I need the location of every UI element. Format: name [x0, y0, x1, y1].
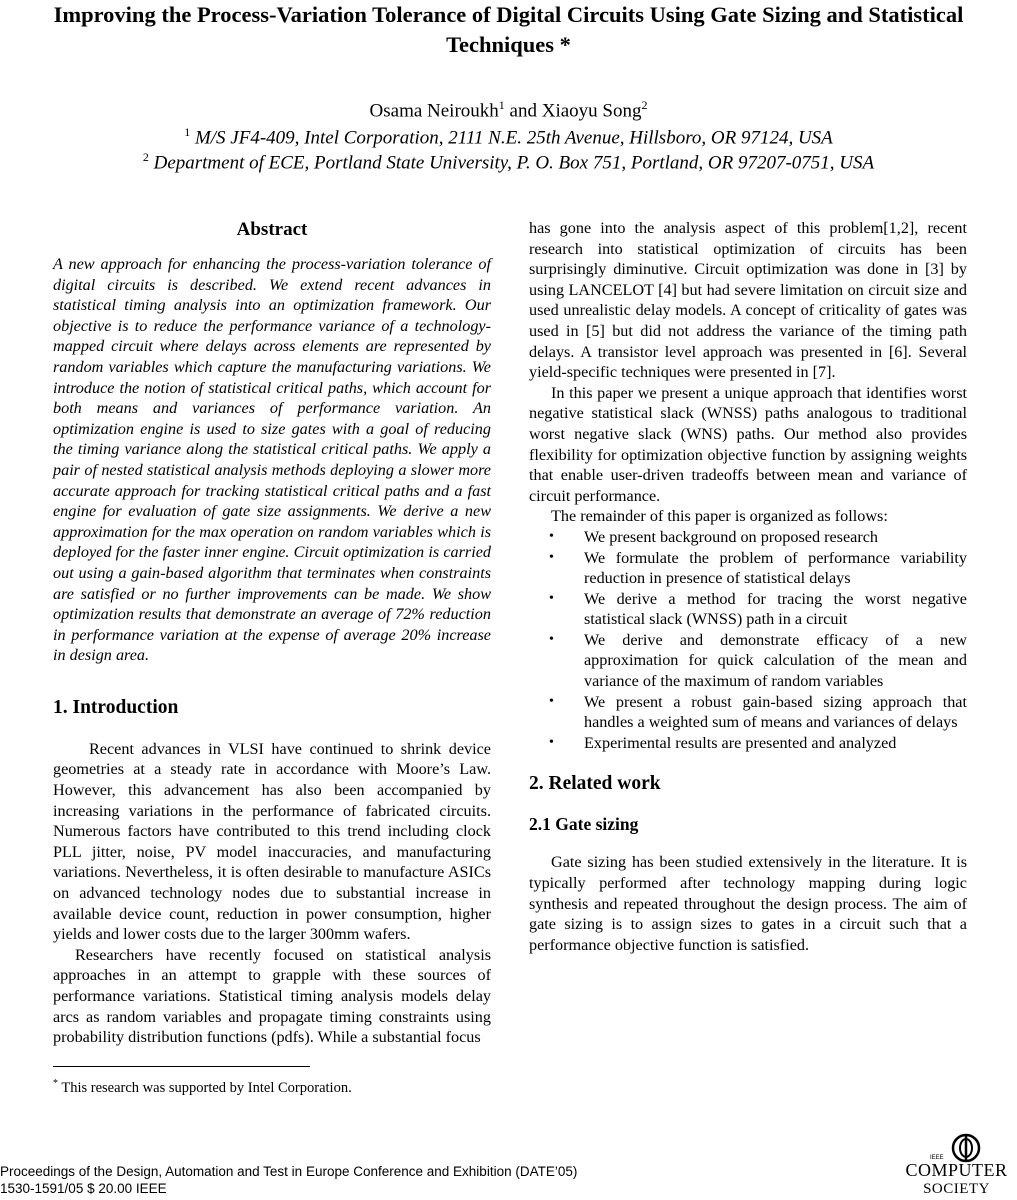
ieee-logo-icon [904, 1133, 1009, 1163]
intro-paragraph-2: Researchers have recently focused on statistical analysis approaches in an attempt to grapple with these sources of performance variations. Statistical timing analysis models delay arcs as random variables and propagate timing constraints using probability distribution functions (pdfs). While a substantial focus [53, 945, 491, 1047]
affiliation-2-mark: 2 [142, 150, 149, 164]
footnote-mark: * [53, 1078, 58, 1089]
bullet-icon: • [549, 693, 554, 709]
logo-society-text: SOCIETY [923, 1181, 990, 1197]
list-item: • Experimental results are presented and analyzed [549, 733, 897, 752]
logo-computer-text: COMPUTER [905, 1160, 1008, 1180]
ieee-computer-society-logo [904, 1133, 1009, 1199]
bullet-icon: • [549, 549, 554, 565]
logo-ieee-text: IEEE [930, 1155, 944, 1161]
footer-line-1: Proceedings of the Design, Automation and Test in Europe Conference and Exhibition (DATE’05) [0, 1164, 578, 1179]
author-2: and Xiaoyu Song [504, 100, 642, 122]
gate-sizing-heading: 2.1 Gate sizing [529, 814, 639, 835]
gate-sizing-paragraph: Gate sizing has been studied extensively in the literature. It is typically performed after technology mapping during logic synthesis and repeated throughout the design process. The aim of gate sizing is to assign sizes to gates in a circuit such that a performance objective function is satisfied. [529, 853, 967, 954]
intro-paragraph-4: The remainder of this paper is organized as follows: [551, 507, 888, 526]
list-item: • We present a robust gain-based sizing approach that handles a weighted sum of means and variances of delays [549, 692, 967, 732]
right-column [529, 218, 967, 955]
author-line [0, 93, 1017, 123]
related-work-heading: 2. Related work [529, 773, 661, 795]
abstract-text: A new approach for enhancing the process-variation tolerance of digital circuits is described. We extend recent advances in statistical timing analysis into an optimization framework. Our objective is to reduce the performance variance of a technology-mapped circuit where delays across elements are represented by random variables which capture the manufacturing variations. We introduce the notion of statistical critical paths, which account for both means and variances of performance variation. An optimization engine is used to size gates with a goal of reducing the timing variance along the statistical critical paths. We apply a pair of nested statistical analysis methods deploying a slower more accurate approach for tracking statistical critical paths and a fast engine for evaluation of gate size assignments. We derive a new approximation for the max operation on random variables which is deployed for the faster inner engine. Circuit optimization is carried out using a gain-based algorithm that terminates when constraints are satisfied or no further improvements can be made. We show optimization results that demonstrate an average of 72% reduction in performance variation at the expense of average 20% increase in design area. [53, 255, 491, 665]
proceedings-footer [0, 1163, 577, 1197]
bullet-icon: • [549, 528, 554, 544]
author-1: Osama Neiroukh [369, 100, 499, 122]
footnote-rule [53, 1066, 310, 1067]
intro-paragraph-2-continued: has gone into the analysis aspect of this problem[1,2], recent research into statistical optimization of circuits has been surprisingly diminutive. Circuit optimization was done in [3] by using LANCELOT [4] but had severe limitation on circuit size and used unrealistic delay models. A concept of criticality of gates was used in [5] but did not address the variance of the timing path delays. A transistor level approach was presented in [6]. Several yield-specific techniques were presented in [7]. [529, 219, 967, 382]
intro-paragraph-1: Recent advances in VLSI have continued to shrink device geometries at a steady rate in accordance with Moore’s Law. However, this advancement has also been accompanied by increasing variations in the performance of fabricated circuits. Numerous factors have contributed to this trend including clock PLL jitter, noise, PV model inaccuracies, and manufacturing variations. Nevertheless, it is often desirable to manufacture ASICs on advanced technology nodes due to substantial increase in available device count, reduction in power consumption, higher yields and lower costs due to the larger 300mm wafers. [53, 739, 491, 944]
left-column [53, 218, 491, 1048]
footnote-text: This research was supported by Intel Corporation. [58, 1079, 352, 1096]
bullet-icon: • [549, 590, 554, 606]
footer-line-2: 1530-1591/05 $ 20.00 IEEE [0, 1181, 167, 1196]
bullet-icon: • [549, 631, 554, 647]
author-2-mark: 2 [641, 98, 648, 112]
list-item: • We derive and demonstrate efficacy of a new approximation for quick calculation of the mean and variance of the maximum of random variables [549, 630, 967, 691]
affiliation-2-text: Department of ECE, Portland State University, P. O. Box 751, Portland, OR 97207-0751, USA [153, 152, 875, 174]
list-item: • We derive a method for tracing the worst negative statistical slack (WNSS) path in a circuit [549, 589, 967, 629]
list-item: • We formulate the problem of performance variability reduction in presence of statistical delays [549, 548, 967, 588]
bullet-icon: • [549, 734, 554, 750]
footnote [53, 1074, 493, 1098]
list-item: • We present background on proposed research [549, 527, 879, 546]
author-1-mark: 1 [498, 98, 505, 112]
affiliation-1-text: M/S JF4-409, Intel Corporation, 2111 N.E. 25th Avenue, Hillsboro, OR 97124, USA [194, 127, 833, 149]
affiliation-2 [0, 145, 1017, 175]
affiliation-1-mark: 1 [184, 125, 191, 139]
paper-title: Improving the Process-Variation Tolerance of Digital Circuits Using Gate Sizing and Statistical Techniques * [53, 2, 964, 57]
abstract-heading: Abstract [236, 219, 308, 240]
introduction-heading: 1. Introduction [53, 696, 179, 718]
contribution-list [529, 527, 967, 754]
intro-paragraph-3: In this paper we present a unique approach that identifies worst negative statistical slack (WNSS) paths analogous to traditional worst negative slack (WNS) paths. Our method also provides flexibility for optimization objective function by assigning weights that enable user-driven tradeoffs between mean and variance of circuit performance. [529, 383, 967, 505]
